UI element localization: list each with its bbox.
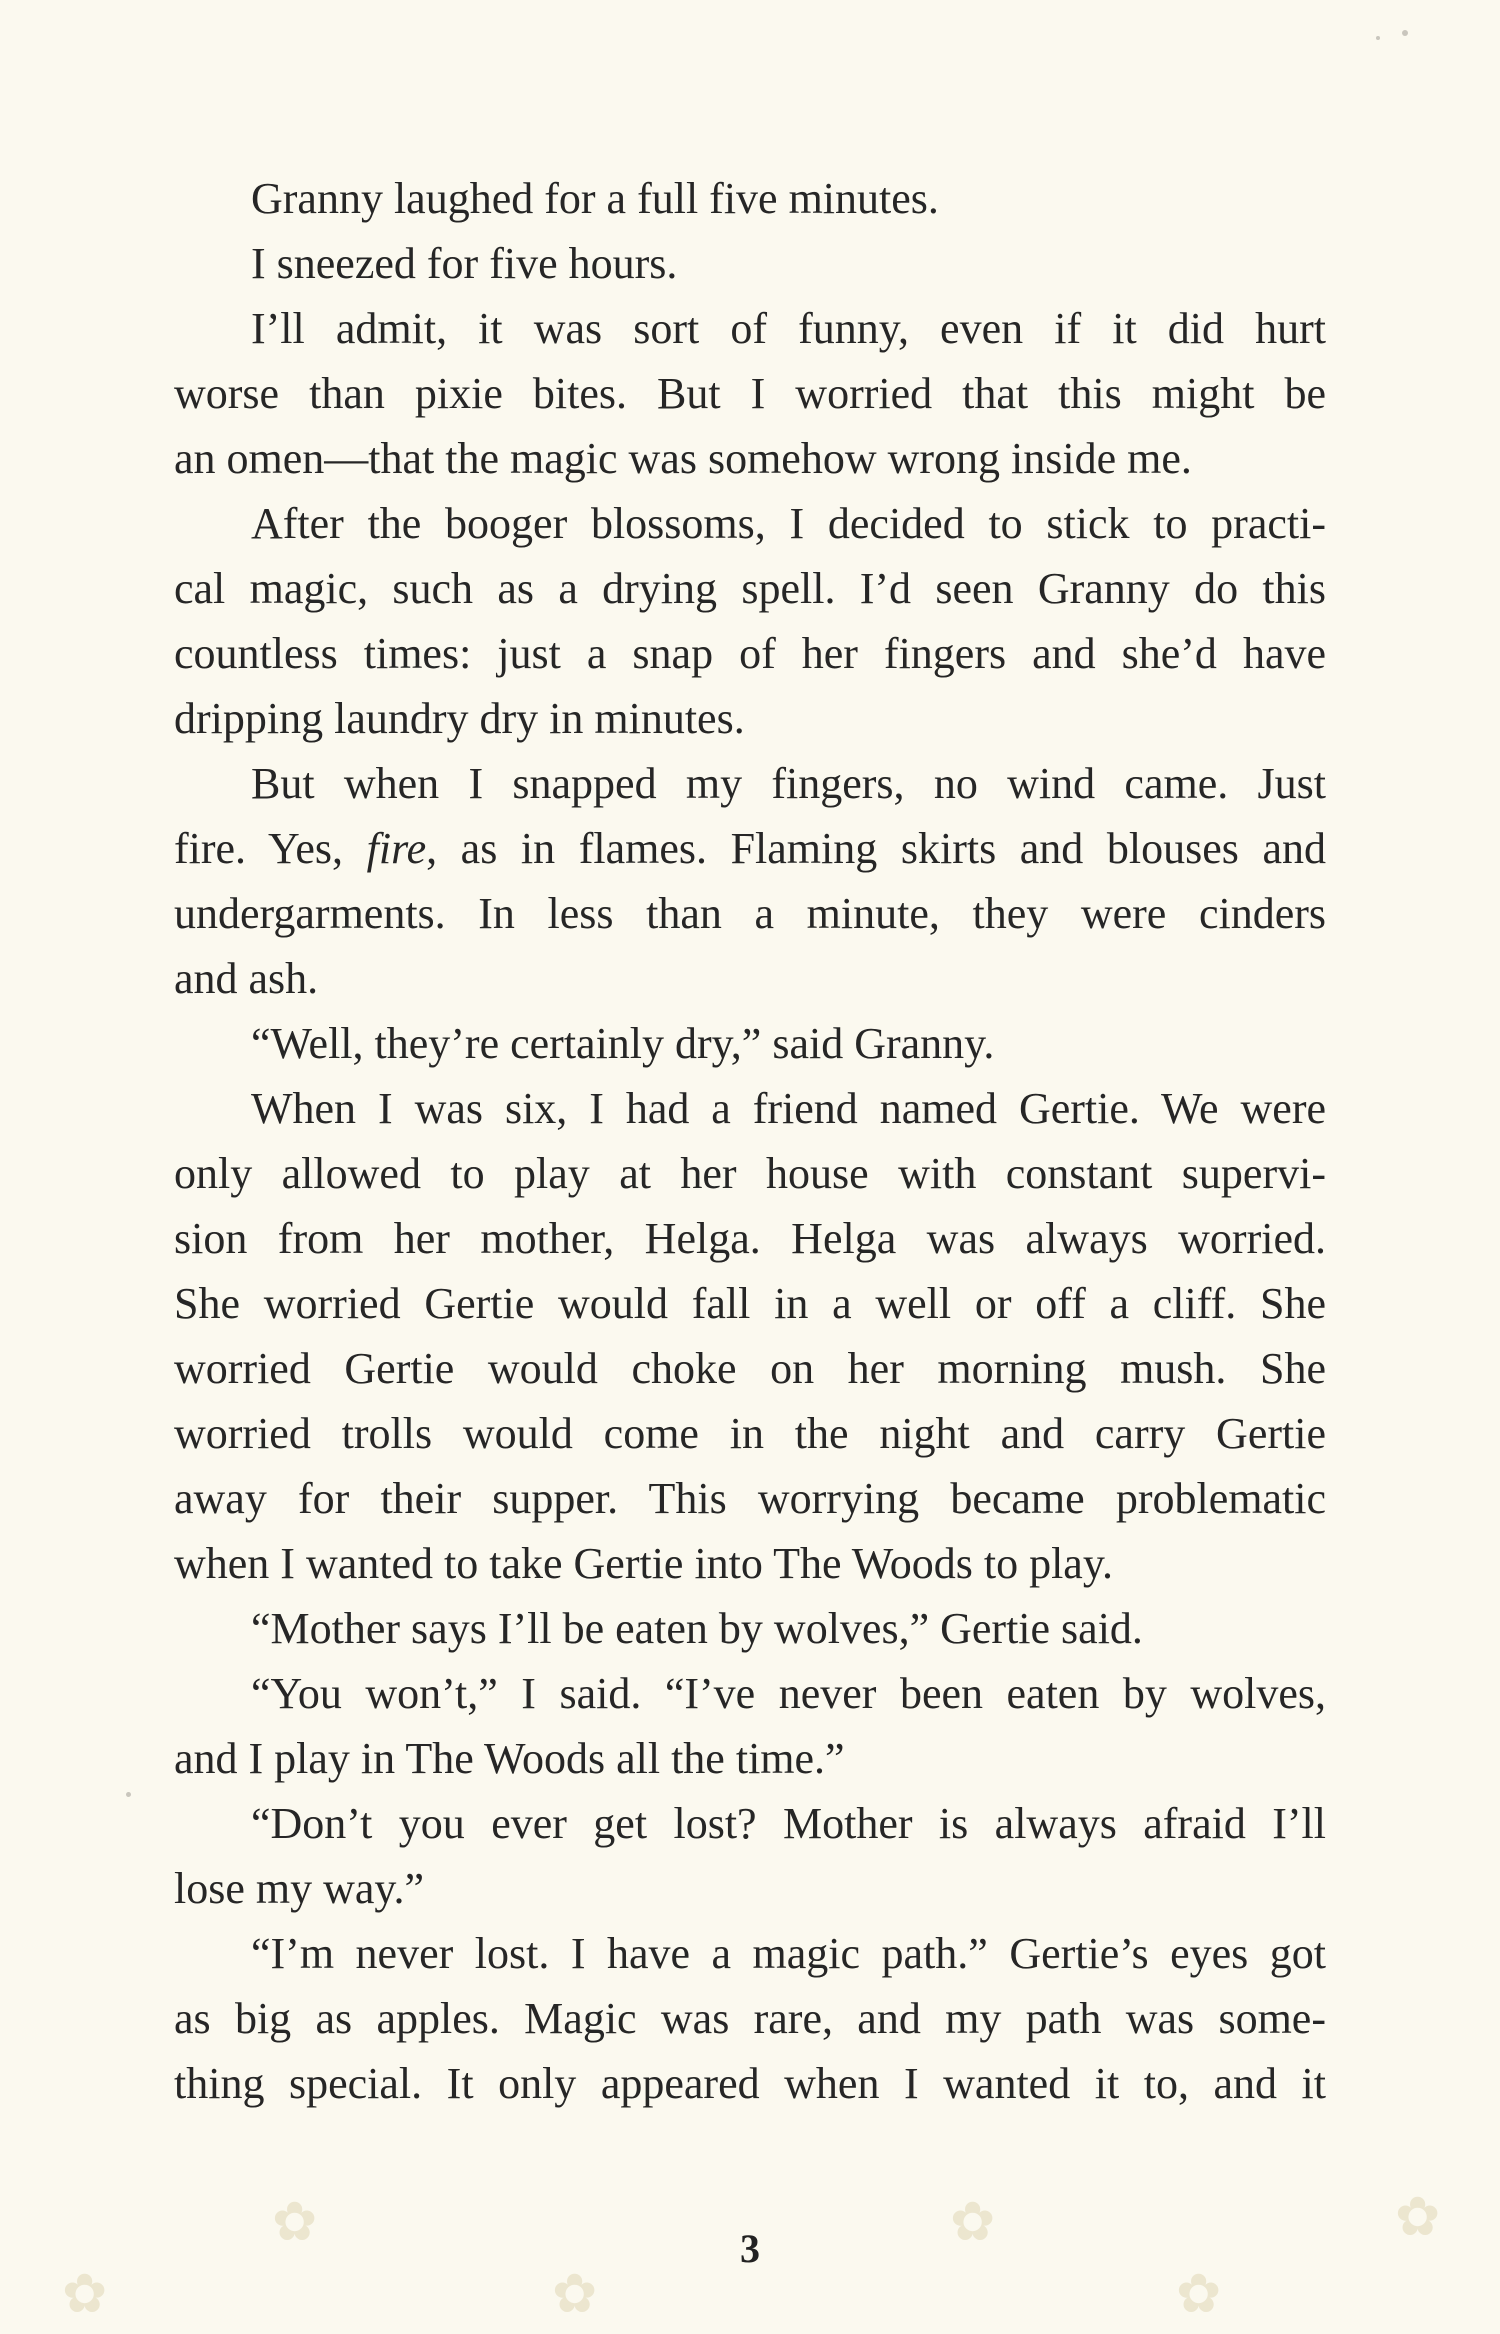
text-line xyxy=(174,1596,1326,1661)
line-text: and ash. xyxy=(174,954,319,1003)
ink-speck xyxy=(126,1792,131,1797)
line-text: when I wanted to take Gertie into The Woods to play. xyxy=(174,1539,1113,1588)
flower-ornament-icon: ✿ xyxy=(1176,2262,1222,2325)
line-text: only allowed to play at her house with constant supervi- xyxy=(174,1149,1326,1198)
text-line xyxy=(174,1466,1326,1531)
text-line xyxy=(174,426,1326,491)
text-line xyxy=(174,1531,1326,1596)
page-number: 3 xyxy=(740,2226,760,2271)
line-text: “You won’t,” I said. “I’ve never been eaten by wolves, xyxy=(251,1669,1326,1718)
line-text: an omen—that the magic was somehow wrong inside me. xyxy=(174,434,1192,483)
flower-ornament-icon: ✿ xyxy=(950,2190,996,2253)
text-line xyxy=(174,556,1326,621)
line-text: worried trolls would come in the night and carry Gertie xyxy=(174,1409,1326,1458)
line-text: Granny laughed for a full five minutes. xyxy=(251,174,939,223)
text-line xyxy=(174,751,1326,816)
line-text: dripping laundry dry in minutes. xyxy=(174,694,745,743)
text-line xyxy=(174,1921,1326,1986)
line-text: When I was six, I had a friend named Gertie. We were xyxy=(251,1084,1326,1133)
text-line xyxy=(174,1141,1326,1206)
line-text: She worried Gertie would fall in a well or off a cliff. She xyxy=(174,1279,1326,1328)
text-line xyxy=(174,1726,1326,1791)
line-text: away for their supper. This worrying became problematic xyxy=(174,1474,1326,1523)
line-text: and I play in The Woods all the time.” xyxy=(174,1734,845,1783)
text-line xyxy=(174,816,1326,881)
text-line xyxy=(174,1271,1326,1336)
text-line xyxy=(174,296,1326,361)
text-line xyxy=(174,1661,1326,1726)
text-line xyxy=(174,231,1326,296)
line-text: “Well, they’re certainly dry,” said Granny. xyxy=(251,1019,995,1068)
text-line xyxy=(174,1401,1326,1466)
line-text: “I’m never lost. I have a magic path.” Gertie’s eyes got xyxy=(251,1929,1326,1978)
line-text: After the booger blossoms, I decided to stick to practi- xyxy=(251,499,1326,548)
italic-word: fire xyxy=(366,824,427,873)
text-line xyxy=(174,1336,1326,1401)
flower-ornament-icon: ✿ xyxy=(272,2190,318,2253)
text-line xyxy=(174,881,1326,946)
line-text: But when I snapped my fingers, no wind came. Just xyxy=(251,759,1326,808)
ink-speck xyxy=(1376,36,1380,40)
line-text: , as in flames. Flaming skirts and blouses and xyxy=(426,824,1326,873)
text-line xyxy=(174,1011,1326,1076)
text-line xyxy=(174,621,1326,686)
text-line xyxy=(174,166,1326,231)
flower-ornament-icon: ✿ xyxy=(62,2262,108,2325)
line-text: “Mother says I’ll be eaten by wolves,” Gertie said. xyxy=(251,1604,1143,1653)
text-line xyxy=(174,491,1326,556)
text-line xyxy=(174,1076,1326,1141)
text-line xyxy=(174,361,1326,426)
line-text: cal magic, such as a drying spell. I’d seen Granny do this xyxy=(174,564,1326,613)
line-text: thing special. It only appeared when I wanted it to, and it xyxy=(174,2059,1326,2108)
text-line xyxy=(174,1791,1326,1856)
text-line xyxy=(174,1206,1326,1271)
text-line xyxy=(174,686,1326,751)
line-text: sion from her mother, Helga. Helga was always worried. xyxy=(174,1214,1326,1263)
ink-speck xyxy=(1402,30,1408,36)
text-line xyxy=(174,946,1326,1011)
flower-ornament-icon: ✿ xyxy=(552,2262,598,2325)
line-text: fire. Yes, xyxy=(174,824,367,873)
line-text: I sneezed for five hours. xyxy=(251,239,678,288)
line-text: undergarments. In less than a minute, they were cinders xyxy=(174,889,1326,938)
line-text: lose my way.” xyxy=(174,1864,425,1913)
text-line xyxy=(174,2051,1326,2116)
line-text: I’ll admit, it was sort of funny, even if it did hurt xyxy=(251,304,1326,353)
line-text: countless times: just a snap of her fingers and she’d have xyxy=(174,629,1326,678)
line-text: as big as apples. Magic was rare, and my path was some- xyxy=(174,1994,1326,2043)
line-text: “Don’t you ever get lost? Mother is always afraid I’ll xyxy=(251,1799,1326,1848)
text-line xyxy=(174,1856,1326,1921)
line-text: worried Gertie would choke on her morning mush. She xyxy=(174,1344,1326,1393)
flower-ornament-icon: ✿ xyxy=(1395,2185,1441,2248)
text-line xyxy=(174,1986,1326,2051)
body-text xyxy=(174,166,1326,2116)
line-text: worse than pixie bites. But I worried that this might be xyxy=(174,369,1326,418)
